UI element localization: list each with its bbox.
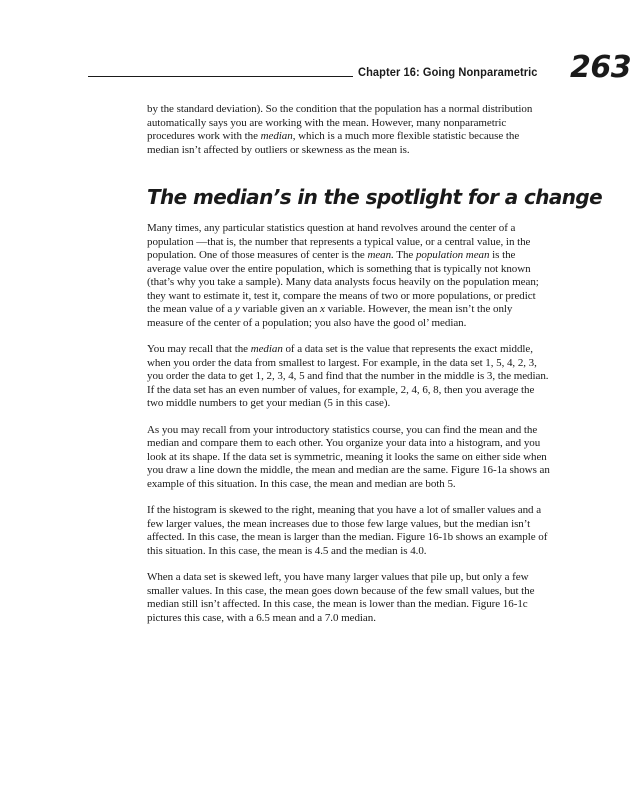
paragraph-symmetric: As you may recall from your introductory statistics course, you can find the mean and the median and compare them to each other. You organize your data into a histogram, and you look at its shape. If the data set is symmetric, meaning it looks the same on either side when you draw a line down the middle, the mean and median are the same. Figure 16-1a shows an example of this situation. In this case, the mean and median are both 5. [147, 423, 550, 490]
paragraph-skewed-left: When a data set is skewed left, you have many larger values that pile up, but only a few smaller values. In this case, the mean goes down because of the few small values, but the median still isn’t affected. In this case, the mean is lower than the median. Figure 16-1c pictures this case, with a 6.5 mean and a 7.0 median. [147, 571, 535, 624]
paragraph-skewed-right: If the histogram is skewed to the right, meaning that you have a lot of smaller values and a few larger values, the mean increases due to those few large values, but the median isn’t affected. In this case, the mean is larger than the median. Figure 16-1b shows an example of this situation. In this case, the mean is 4.5 and the median is 4.0. [147, 504, 548, 557]
intro-paragraph: by the standard deviation). So the condition that the population has a normal distribution automatically says you are working with the mean. However, many nonparametric procedures work with the median, which is a much more flexible statistic because the median isn’t affected by outliers or skewness as the mean is. [147, 103, 533, 156]
page-number: 263 [570, 50, 632, 85]
header-rule [88, 76, 353, 77]
section-heading: The median’s in the spotlight for a change [147, 185, 603, 209]
median-term: median [260, 130, 293, 142]
paragraph-median-definition: You may recall that the median of a data set is the value that represents the exact middle, when you order the data from smallest to largest. For example, in the data set 1, 5, 4, 2, 3, you order the data to get 1, 2, 3, 4, 5 and find that the number in the middle is 3, the median. If the data set has an even number of values, for example, 2, 4, 6, 8, then you average the two middle numbers to get your median (5 in this case). [147, 343, 549, 409]
running-head [88, 50, 632, 90]
page-body [147, 103, 603, 638]
chapter-title: Chapter 16: Going Nonparametric [358, 65, 538, 79]
paragraph-center-of-population: Many times, any particular statistics question at hand revolves around the center of a population —that is, the number that represents a typical value, or a central value, in the population. One of those measures of center is the mean. The population mean is the average value over the entire population, which is something that is typically not known (that’s why you take a sample). Many data analysts focus heavily on the population mean; they want to estimate it, test it, compare the means of two or more populations, or predict the mean value of a y variable given an x variable. However, the mean isn’t the only measure of the center of a population; you also have the good ol’ median. [147, 222, 539, 329]
